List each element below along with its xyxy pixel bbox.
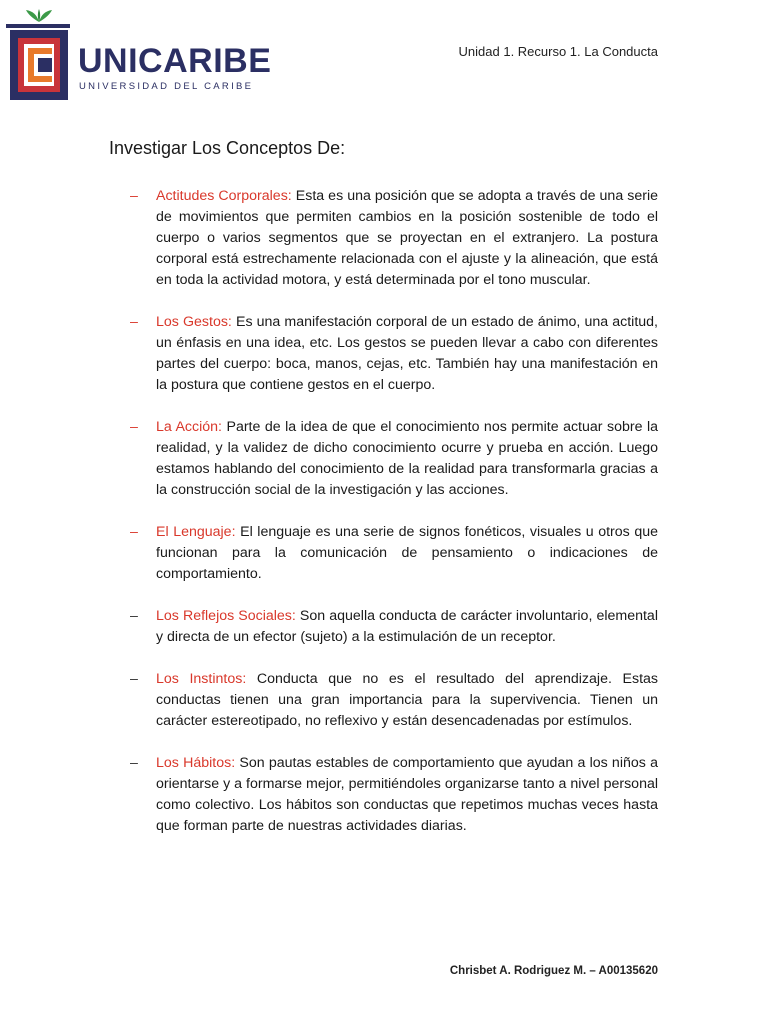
concept-term: Los Gestos: bbox=[156, 314, 232, 330]
brand-name: UNICARIBE bbox=[78, 42, 272, 80]
concept-item bbox=[130, 522, 658, 585]
page-heading: Investigar Los Conceptos De: bbox=[109, 138, 346, 158]
footer-author: Chrisbet A. Rodriguez M. – A00135620 bbox=[449, 965, 658, 977]
list-dash: – bbox=[130, 608, 138, 624]
concept-item bbox=[130, 669, 658, 732]
concept-item bbox=[130, 312, 658, 396]
concept-term: Los Reflejos Sociales: bbox=[156, 608, 296, 624]
concept-text: Parte de la idea de que el conocimiento nos permite actuar sobre la realidad, y la validez de dicho conocimiento ocurre y prueba en acción. Luego estamos hablando del conocimiento de la realidad para transformarla gracias a la construcción social de la investigación y las acciones. bbox=[156, 419, 658, 498]
list-dash: – bbox=[130, 419, 138, 435]
list-dash: – bbox=[130, 314, 138, 330]
concept-term: Los Hábitos: bbox=[156, 755, 236, 771]
concept-item bbox=[130, 186, 658, 291]
list-dash: – bbox=[130, 755, 138, 771]
logo-emblem-icon bbox=[4, 8, 74, 104]
list-dash: – bbox=[130, 188, 138, 204]
concept-text: Son aquella conducta de carácter involuntario, elemental y directa de un efector (sujeto) a la estimulación de un receptor. bbox=[156, 608, 658, 645]
concept-term: El Lenguaje: bbox=[156, 524, 236, 540]
concept-text: El lenguaje es una serie de signos fonéticos, visuales u otros que funcionan para la comunicación de pensamiento o indicaciones de comportamiento. bbox=[156, 524, 658, 582]
concept-item bbox=[130, 753, 658, 837]
concept-text: Esta es una posición que se adopta a través de una serie de movimientos que permiten cambios en la posición sostenible de todo el cuerpo o varios segmentos que se proyectan en el extranjero. La postura corporal está estrechamente relacionada con el ajuste y la alineación, que está en toda la actividad motora, y está determinada por el tono muscular. bbox=[156, 188, 658, 288]
brand-subtitle: UNIVERSIDAD DEL CARIBE bbox=[79, 81, 254, 92]
concepts-list bbox=[130, 186, 658, 858]
list-dash: – bbox=[130, 524, 138, 540]
concept-text: Conducta que no es el resultado del aprendizaje. Estas conductas tienen una gran importancia para la supervivencia. Tienen un carácter estereotipado, no reflexivo y están desencadenadas por estímulos. bbox=[156, 671, 658, 729]
concept-item bbox=[130, 417, 658, 501]
concept-term: Los Instintos: bbox=[156, 671, 247, 687]
unicaribe-logo bbox=[4, 8, 272, 104]
list-dash: – bbox=[130, 671, 138, 687]
concept-term: Actitudes Corporales: bbox=[156, 188, 292, 204]
concept-text: Es una manifestación corporal de un estado de ánimo, una actitud, un énfasis en una idea, etc. Los gestos se pueden llevar a cabo con diferentes partes del cuerpo: boca, manos, cejas, etc. También hay una manifestación en la postura que contiene gestos en el cuerpo. bbox=[156, 314, 658, 393]
unit-title: Unidad 1. Recurso 1. La Conducta bbox=[458, 44, 658, 59]
concept-text: Son pautas estables de comportamiento que ayudan a los niños a orientarse y a formarse mejor, permitiéndoles organizarse tanto a nivel personal como colectivo. Los hábitos son conductas que repetimos muchas veces hasta que forman parte de nuestras actividades diarias. bbox=[156, 755, 658, 834]
concept-term: La Acción: bbox=[156, 419, 222, 435]
concept-item bbox=[130, 606, 658, 648]
